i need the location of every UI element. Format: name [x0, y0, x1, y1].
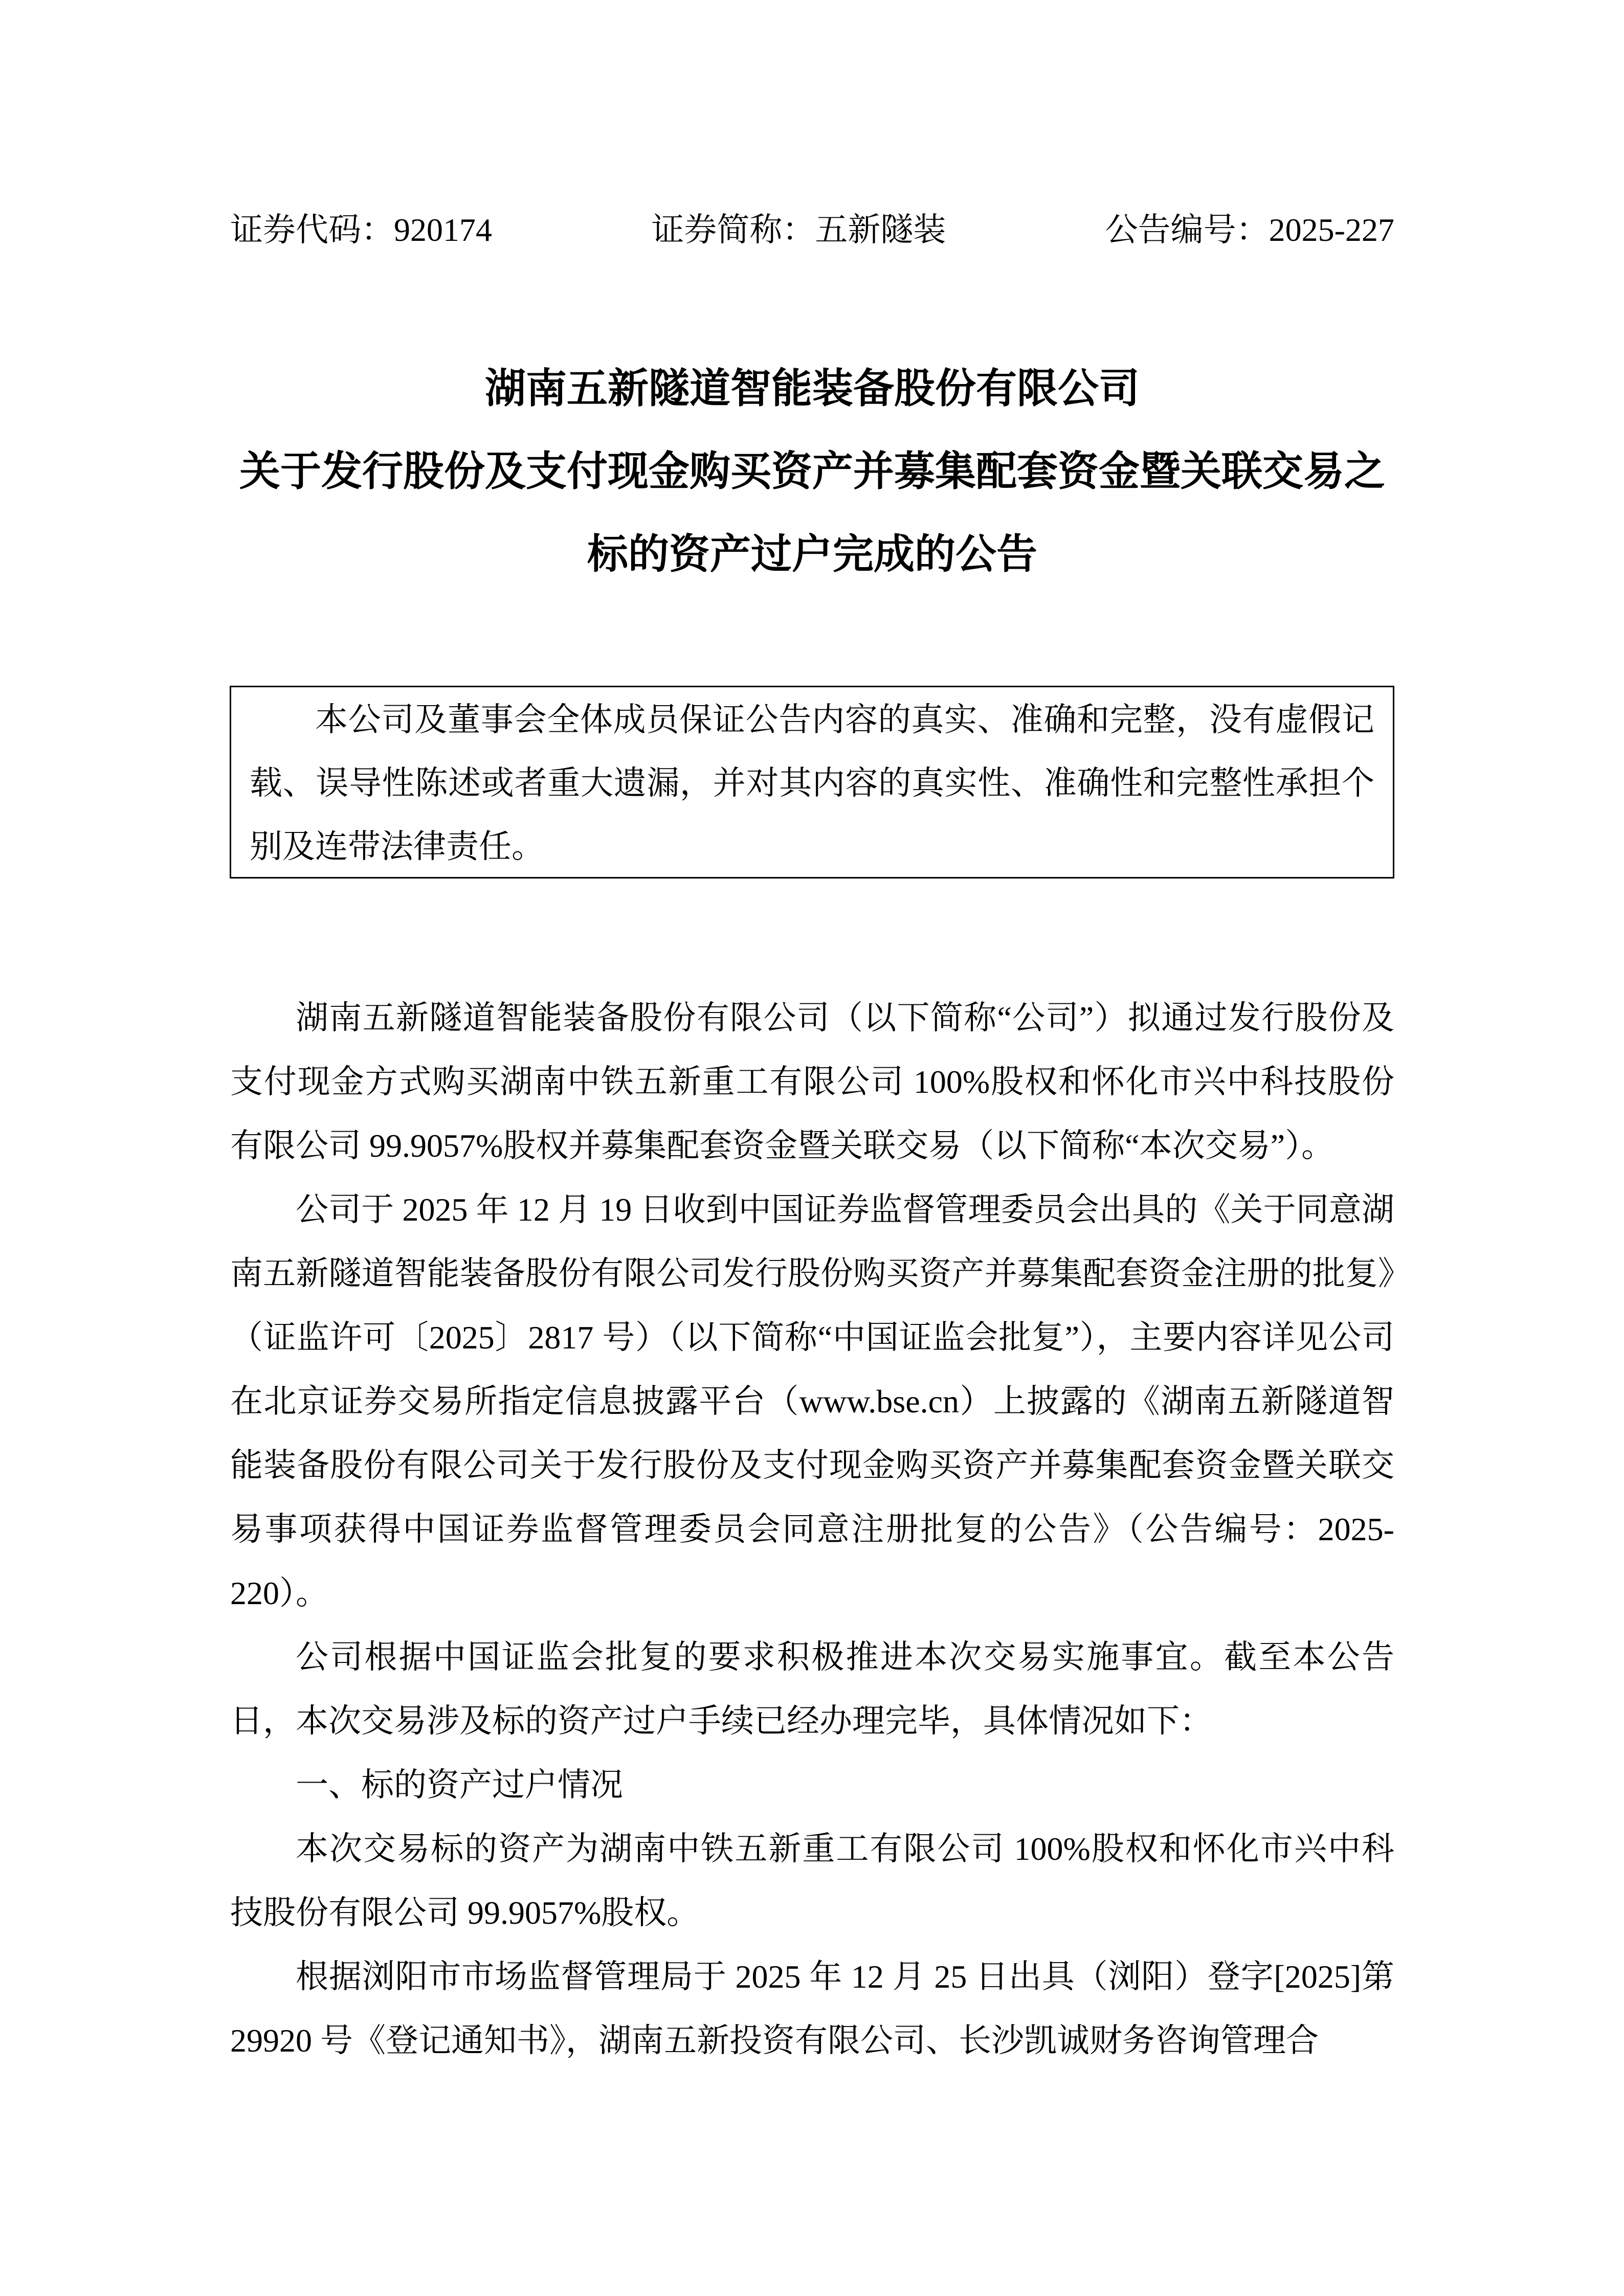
document-title	[115, 348, 1509, 596]
stock-code-label: 证券代码：920174	[230, 212, 492, 248]
body-paragraph-csrc-approval: 公司于 2025 年 12 月 19 日收到中国证券监督管理委员会出具的《关于同意湖南五新隧道智能装备股份有限公司发行股份购买资产并募集配套资金注册的批复》（证监许可〔2025〕2817 号）（以下简称“中国证监会批复”），主要内容详见公司在北京证券交易所指定信息披露平台（www.bse.cn）上披露的《湖南五新隧道智能装备股份有限公司关于发行股份及支付现金购买资产并募集配套资金暨关联交易事项获得中国证券监督管理委员会同意注册批复的公告》（公告编号：2025-220）。	[230, 1191, 1394, 1611]
body-paragraph-target-assets: 本次交易标的资产为湖南中铁五新重工有限公司 100%股权和怀化市兴中科技股份有限公司 99.9057%股权。	[230, 1831, 1394, 1931]
body-paragraph-registration-notice: 根据浏阳市市场监督管理局于 2025 年 12 月 25 日出具（浏阳）登字[2025]第 29920 号《登记通知书》，湖南五新投资有限公司、长沙凯诚财务咨询管理合	[230, 1959, 1394, 2059]
section-heading-asset-transfer: 一、标的资产过户情况	[296, 1767, 623, 1803]
body-paragraph-transaction-overview: 湖南五新隧道智能装备股份有限公司（以下简称“公司”）拟通过发行股份及支付现金方式购买湖南中铁五新重工有限公司 100%股权和怀化市兴中科技股份有限公司 99.9057%股权并募集配套资金暨关联交易（以下简称“本次交易”）。	[230, 1000, 1394, 1164]
body-paragraph-progress-statement: 公司根据中国证监会批复的要求积极推进本次交易实施事宜。截至本公告日，本次交易涉及标的资产过户手续已经办理完毕，具体情况如下：	[230, 1639, 1394, 1739]
transaction-title-line: 关于发行股份及支付现金购买资产并募集配套资金暨关联交易之	[239, 449, 1385, 494]
board-declaration-text: 本公司及董事会全体成员保证公告内容的真实、准确和完整，没有虚假记载、误导性陈述或者重大遗漏，并对其内容的真实性、准确性和完整性承担个别及连带法律责任。	[250, 702, 1374, 865]
announcement-subject-title-line: 标的资产过户完成的公告	[587, 532, 1037, 577]
announcement-number-label: 公告编号：2025-227	[1105, 212, 1394, 248]
company-name-title-line: 湖南五新隧道智能装备股份有限公司	[485, 367, 1140, 412]
document-header-row	[230, 207, 1394, 253]
board-declaration-box	[230, 686, 1394, 879]
announcement-body	[230, 986, 1394, 2073]
stock-abbr-label: 证券简称：五新隧装	[651, 212, 946, 248]
